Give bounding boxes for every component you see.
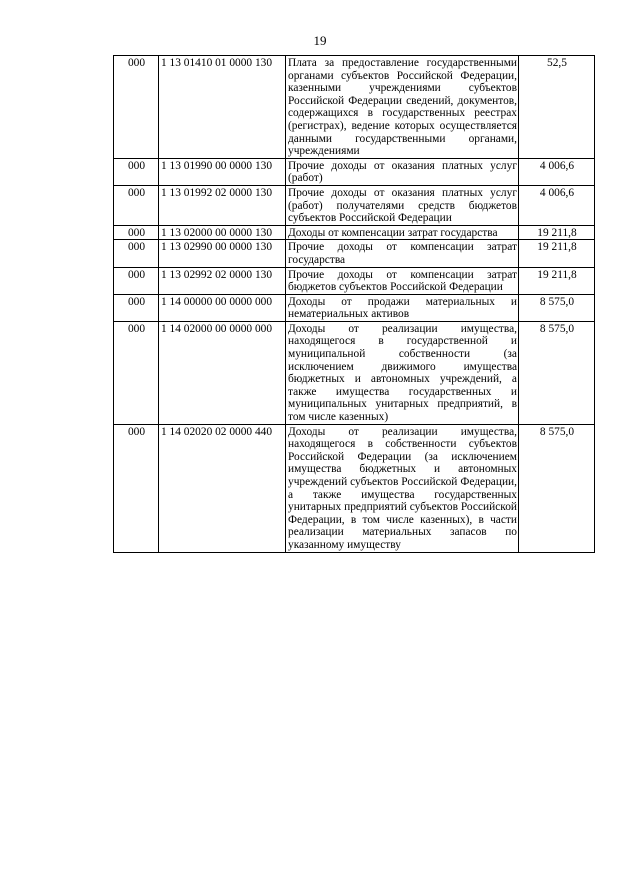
admin-code-cell: 000 xyxy=(114,225,159,240)
admin-code-cell: 000 xyxy=(114,424,159,552)
table-row xyxy=(114,267,595,294)
amount-cell: 4 006,6 xyxy=(519,158,595,185)
revenue-name-cell: Прочие доходы от оказания платных услуг (работ) получателями средств бюджетов субъектов Российской Федерации xyxy=(286,185,519,225)
amount-cell: 19 211,8 xyxy=(519,267,595,294)
amount-cell: 19 211,8 xyxy=(519,240,595,267)
admin-code-cell: 000 xyxy=(114,185,159,225)
classification-code-cell: 1 13 01410 01 0000 130 xyxy=(159,56,286,159)
amount-cell: 8 575,0 xyxy=(519,424,595,552)
revenue-name-cell: Плата за предоставление государственными органами субъектов Российской Федерации, казенными учреждениями субъектов Российской Федерации сведений, документов, содержащихся в государственных реестрах (регистрах), ведение которых осуществляется данными государственными органами, учреждениями xyxy=(286,56,519,159)
table-row xyxy=(114,56,595,159)
admin-code-cell: 000 xyxy=(114,56,159,159)
classification-code-cell: 1 14 02020 02 0000 440 xyxy=(159,424,286,552)
classification-code-cell: 1 13 02000 00 0000 130 xyxy=(159,225,286,240)
amount-cell: 8 575,0 xyxy=(519,321,595,424)
classification-code-cell: 1 13 02990 00 0000 130 xyxy=(159,240,286,267)
classification-code-cell: 1 13 02992 02 0000 130 xyxy=(159,267,286,294)
table-row xyxy=(114,294,595,321)
classification-code-cell: 1 13 01990 00 0000 130 xyxy=(159,158,286,185)
table-row xyxy=(114,240,595,267)
amount-cell: 8 575,0 xyxy=(519,294,595,321)
budget-revenue-table xyxy=(113,55,595,553)
admin-code-cell: 000 xyxy=(114,294,159,321)
table-row xyxy=(114,321,595,424)
admin-code-cell: 000 xyxy=(114,321,159,424)
admin-code-cell: 000 xyxy=(114,158,159,185)
table-row xyxy=(114,158,595,185)
admin-code-cell: 000 xyxy=(114,267,159,294)
amount-cell: 52,5 xyxy=(519,56,595,159)
page-number: 19 xyxy=(313,33,327,48)
amount-cell: 19 211,8 xyxy=(519,225,595,240)
revenue-name-cell: Доходы от реализации имущества, находящегося в государственной и муниципальной собственности (за исключением движимого имущества бюджетных и автономных учреждений, а также имущества государственных и муниципальных унитарных предприятий, в том числе казенных) xyxy=(286,321,519,424)
revenue-name-cell: Доходы от компенсации затрат государства xyxy=(286,225,519,240)
amount-cell: 4 006,6 xyxy=(519,185,595,225)
admin-code-cell: 000 xyxy=(114,240,159,267)
revenue-name-cell: Прочие доходы от компенсации затрат государства xyxy=(286,240,519,267)
classification-code-cell: 1 13 01992 02 0000 130 xyxy=(159,185,286,225)
classification-code-cell: 1 14 02000 00 0000 000 xyxy=(159,321,286,424)
table-body xyxy=(114,56,595,553)
table-row xyxy=(114,424,595,552)
revenue-name-cell: Доходы от реализации имущества, находящегося в собственности субъектов Российской Федерации (за исключением имущества бюджетных и автономных учреждений субъектов Российской Федерации, а также имущества государственных унитарных предприятий субъектов Российской Федерации, в том числе казенных), в части реализации материальных запасов по указанному имуществу xyxy=(286,424,519,552)
table-row xyxy=(114,225,595,240)
revenue-name-cell: Прочие доходы от компенсации затрат бюджетов субъектов Российской Федерации xyxy=(286,267,519,294)
revenue-name-cell: Прочие доходы от оказания платных услуг (работ) xyxy=(286,158,519,185)
revenue-name-cell: Доходы от продажи материальных и нематериальных активов xyxy=(286,294,519,321)
classification-code-cell: 1 14 00000 00 0000 000 xyxy=(159,294,286,321)
table-row xyxy=(114,185,595,225)
